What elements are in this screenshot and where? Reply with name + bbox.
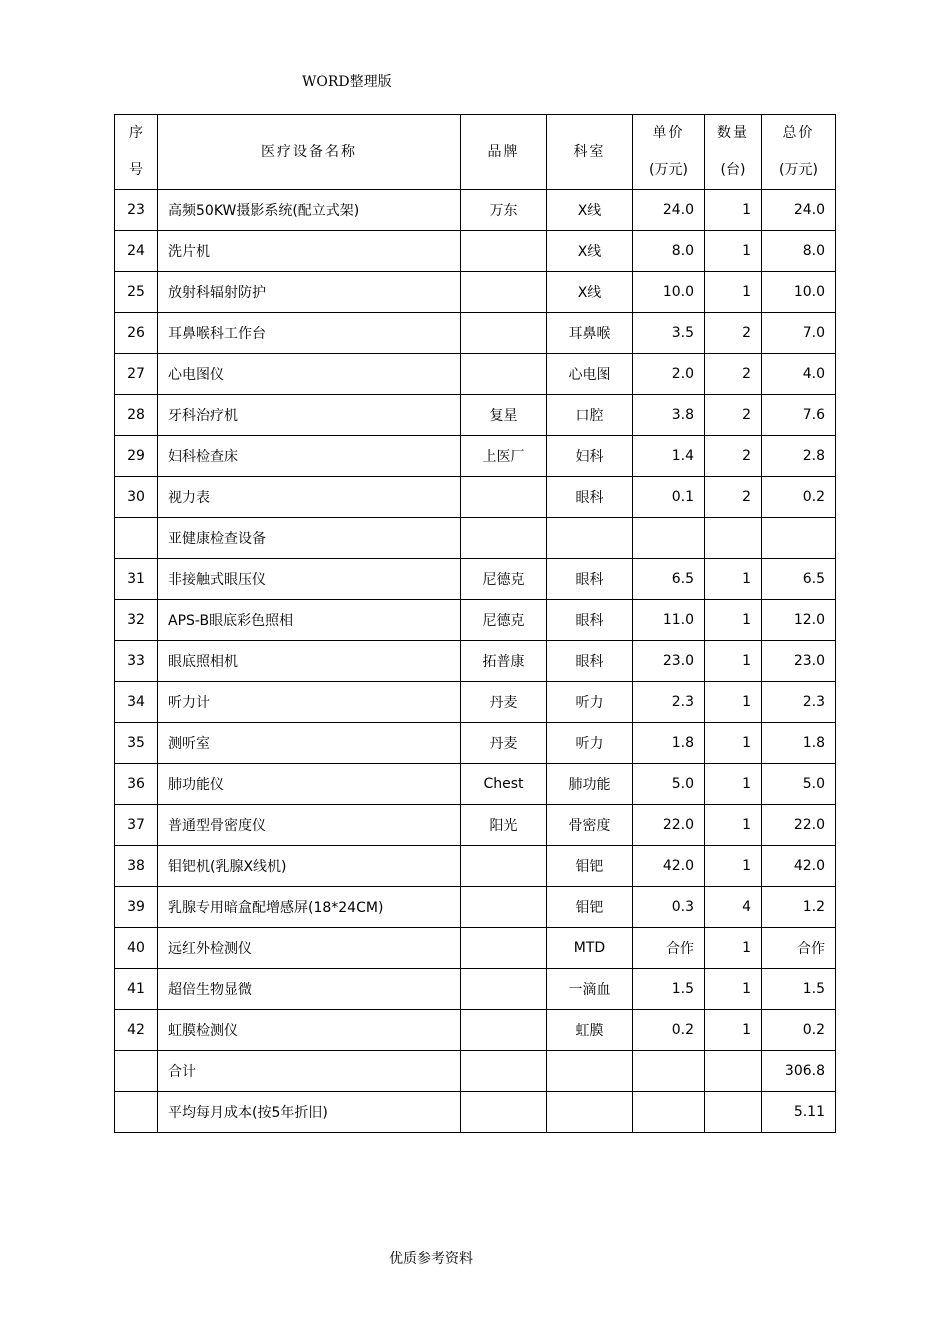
row-number-cell: 37 xyxy=(115,805,158,846)
row-number-cell: 28 xyxy=(115,395,158,436)
row-number-cell: 35 xyxy=(115,723,158,764)
brand-cell: 拓普康 xyxy=(461,641,547,682)
table-row xyxy=(115,600,836,641)
row-number-cell: 39 xyxy=(115,887,158,928)
equipment-name-cell: 妇科检查床 xyxy=(158,436,461,477)
quantity-cell: 2 xyxy=(705,436,762,477)
unit-price-cell: 0.3 xyxy=(633,887,705,928)
quantity-cell: 1 xyxy=(705,1010,762,1051)
equipment-name-cell: 合计 xyxy=(158,1051,461,1092)
unit-price-cell: 合作 xyxy=(633,928,705,969)
total-price-cell: 12.0 xyxy=(762,600,836,641)
brand-cell xyxy=(461,272,547,313)
department-cell xyxy=(547,1092,633,1133)
quantity-cell: 1 xyxy=(705,600,762,641)
row-number-cell xyxy=(115,518,158,559)
department-cell: 听力 xyxy=(547,682,633,723)
department-cell: X线 xyxy=(547,231,633,272)
total-price-cell: 5.11 xyxy=(762,1092,836,1133)
brand-cell: 尼德克 xyxy=(461,559,547,600)
row-number-cell: 41 xyxy=(115,969,158,1010)
row-number-cell xyxy=(115,1092,158,1133)
quantity-cell: 1 xyxy=(705,805,762,846)
row-number-cell: 38 xyxy=(115,846,158,887)
department-cell: 口腔 xyxy=(547,395,633,436)
table-row xyxy=(115,436,836,477)
department-cell: 骨密度 xyxy=(547,805,633,846)
quantity-cell: 2 xyxy=(705,477,762,518)
row-number-cell: 27 xyxy=(115,354,158,395)
quantity-cell: 1 xyxy=(705,764,762,805)
table-row xyxy=(115,190,836,231)
quantity-cell: 1 xyxy=(705,846,762,887)
total-price-cell: 7.6 xyxy=(762,395,836,436)
total-price-cell: 2.3 xyxy=(762,682,836,723)
department-cell: 听力 xyxy=(547,723,633,764)
total-price-cell: 42.0 xyxy=(762,846,836,887)
table-row xyxy=(115,354,836,395)
unit-price-cell: 1.8 xyxy=(633,723,705,764)
unit-price-cell: 6.5 xyxy=(633,559,705,600)
equipment-name-cell: 心电图仪 xyxy=(158,354,461,395)
table-row xyxy=(115,272,836,313)
quantity-cell: 1 xyxy=(705,682,762,723)
brand-cell xyxy=(461,231,547,272)
table-row xyxy=(115,518,836,559)
col-header-brand: 品牌 xyxy=(461,115,547,190)
total-price-cell: 7.0 xyxy=(762,313,836,354)
equipment-name-cell: 听力计 xyxy=(158,682,461,723)
row-number-cell: 30 xyxy=(115,477,158,518)
total-price-cell: 0.2 xyxy=(762,1010,836,1051)
quantity-cell: 2 xyxy=(705,395,762,436)
table-body xyxy=(115,190,836,1133)
total-price-cell xyxy=(762,518,836,559)
total-price-cell: 0.2 xyxy=(762,477,836,518)
department-cell: 眼科 xyxy=(547,641,633,682)
quantity-cell xyxy=(705,1092,762,1133)
brand-cell: 复星 xyxy=(461,395,547,436)
total-price-cell: 1.8 xyxy=(762,723,836,764)
unit-price-cell: 42.0 xyxy=(633,846,705,887)
brand-cell: 丹麦 xyxy=(461,682,547,723)
quantity-cell xyxy=(705,1051,762,1092)
department-cell: 一滴血 xyxy=(547,969,633,1010)
department-cell: 眼科 xyxy=(547,477,633,518)
total-price-cell: 2.8 xyxy=(762,436,836,477)
unit-price-cell: 24.0 xyxy=(633,190,705,231)
quantity-cell: 1 xyxy=(705,190,762,231)
col-header-quantity: 数量 (台) xyxy=(705,115,762,190)
table-row xyxy=(115,395,836,436)
department-cell: MTD xyxy=(547,928,633,969)
total-price-cell: 1.5 xyxy=(762,969,836,1010)
equipment-name-cell: 亚健康检查设备 xyxy=(158,518,461,559)
quantity-cell: 1 xyxy=(705,641,762,682)
brand-cell: 上医厂 xyxy=(461,436,547,477)
equipment-name-cell: 普通型骨密度仪 xyxy=(158,805,461,846)
brand-cell xyxy=(461,1010,547,1051)
quantity-cell: 2 xyxy=(705,313,762,354)
row-number-cell: 29 xyxy=(115,436,158,477)
brand-cell xyxy=(461,354,547,395)
department-cell xyxy=(547,518,633,559)
row-number-cell: 40 xyxy=(115,928,158,969)
total-price-cell: 23.0 xyxy=(762,641,836,682)
table-row xyxy=(115,805,836,846)
total-price-cell: 1.2 xyxy=(762,887,836,928)
unit-price-cell: 1.4 xyxy=(633,436,705,477)
quantity-cell xyxy=(705,518,762,559)
brand-cell xyxy=(461,477,547,518)
quantity-cell: 1 xyxy=(705,272,762,313)
row-number-cell: 23 xyxy=(115,190,158,231)
table-row xyxy=(115,313,836,354)
row-number-cell: 25 xyxy=(115,272,158,313)
department-cell xyxy=(547,1051,633,1092)
table-row xyxy=(115,1051,836,1092)
quantity-cell: 4 xyxy=(705,887,762,928)
equipment-table xyxy=(114,114,836,1133)
total-price-cell: 5.0 xyxy=(762,764,836,805)
brand-cell xyxy=(461,518,547,559)
table-row xyxy=(115,764,836,805)
unit-price-cell: 3.8 xyxy=(633,395,705,436)
equipment-name-cell: 眼底照相机 xyxy=(158,641,461,682)
equipment-name-cell: 乳腺专用暗盒配增感屏(18*24CM) xyxy=(158,887,461,928)
unit-price-cell: 1.5 xyxy=(633,969,705,1010)
brand-cell xyxy=(461,969,547,1010)
equipment-name-cell: APS-B眼底彩色照相 xyxy=(158,600,461,641)
table-row xyxy=(115,477,836,518)
brand-cell: 阳光 xyxy=(461,805,547,846)
unit-price-cell xyxy=(633,1092,705,1133)
table-row xyxy=(115,559,836,600)
unit-price-cell: 8.0 xyxy=(633,231,705,272)
total-price-cell: 4.0 xyxy=(762,354,836,395)
col-header-total: 总价 (万元) xyxy=(762,115,836,190)
quantity-cell: 1 xyxy=(705,723,762,764)
quantity-cell: 1 xyxy=(705,969,762,1010)
unit-price-cell: 2.0 xyxy=(633,354,705,395)
brand-cell: 万东 xyxy=(461,190,547,231)
unit-price-cell: 22.0 xyxy=(633,805,705,846)
row-number-cell: 24 xyxy=(115,231,158,272)
unit-price-cell: 0.1 xyxy=(633,477,705,518)
department-cell: 钼钯 xyxy=(547,887,633,928)
unit-price-cell: 2.3 xyxy=(633,682,705,723)
total-price-cell: 合作 xyxy=(762,928,836,969)
row-number-cell: 31 xyxy=(115,559,158,600)
department-cell: X线 xyxy=(547,190,633,231)
brand-cell: Chest xyxy=(461,764,547,805)
page-header: WORD整理版 xyxy=(302,74,392,90)
department-cell: 钼钯 xyxy=(547,846,633,887)
brand-cell xyxy=(461,928,547,969)
department-cell: 心电图 xyxy=(547,354,633,395)
row-number-cell: 34 xyxy=(115,682,158,723)
unit-price-cell: 5.0 xyxy=(633,764,705,805)
row-number-cell: 32 xyxy=(115,600,158,641)
unit-price-cell: 23.0 xyxy=(633,641,705,682)
equipment-name-cell: 牙科治疗机 xyxy=(158,395,461,436)
equipment-name-cell: 虹膜检测仪 xyxy=(158,1010,461,1051)
table-row xyxy=(115,887,836,928)
unit-price-cell xyxy=(633,1051,705,1092)
brand-cell xyxy=(461,887,547,928)
table-row xyxy=(115,231,836,272)
quantity-cell: 1 xyxy=(705,928,762,969)
equipment-name-cell: 测听室 xyxy=(158,723,461,764)
table-row xyxy=(115,928,836,969)
equipment-name-cell: 耳鼻喉科工作台 xyxy=(158,313,461,354)
table-row xyxy=(115,682,836,723)
quantity-cell: 1 xyxy=(705,559,762,600)
unit-price-cell: 0.2 xyxy=(633,1010,705,1051)
total-price-cell: 24.0 xyxy=(762,190,836,231)
total-price-cell: 8.0 xyxy=(762,231,836,272)
brand-cell: 丹麦 xyxy=(461,723,547,764)
equipment-name-cell: 远红外检测仪 xyxy=(158,928,461,969)
table-header-row xyxy=(115,115,836,190)
row-number-cell: 42 xyxy=(115,1010,158,1051)
total-price-cell: 306.8 xyxy=(762,1051,836,1092)
col-header-unit-price: 单价 (万元) xyxy=(633,115,705,190)
equipment-name-cell: 超倍生物显微 xyxy=(158,969,461,1010)
equipment-name-cell: 视力表 xyxy=(158,477,461,518)
total-price-cell: 6.5 xyxy=(762,559,836,600)
brand-cell xyxy=(461,313,547,354)
table-row xyxy=(115,1010,836,1051)
row-number-cell: 26 xyxy=(115,313,158,354)
total-price-cell: 22.0 xyxy=(762,805,836,846)
quantity-cell: 2 xyxy=(705,354,762,395)
quantity-cell: 1 xyxy=(705,231,762,272)
brand-cell xyxy=(461,1092,547,1133)
equipment-name-cell: 肺功能仪 xyxy=(158,764,461,805)
department-cell: X线 xyxy=(547,272,633,313)
brand-cell: 尼德克 xyxy=(461,600,547,641)
brand-cell xyxy=(461,1051,547,1092)
table-row xyxy=(115,846,836,887)
table-row xyxy=(115,723,836,764)
department-cell: 虹膜 xyxy=(547,1010,633,1051)
col-header-name: 医疗设备名称 xyxy=(158,115,461,190)
equipment-name-cell: 高频50KW摄影系统(配立式架) xyxy=(158,190,461,231)
equipment-name-cell: 非接触式眼压仪 xyxy=(158,559,461,600)
equipment-name-cell: 钼钯机(乳腺X线机) xyxy=(158,846,461,887)
department-cell: 耳鼻喉 xyxy=(547,313,633,354)
brand-cell xyxy=(461,846,547,887)
table-row xyxy=(115,1092,836,1133)
department-cell: 眼科 xyxy=(547,600,633,641)
col-header-dept: 科室 xyxy=(547,115,633,190)
unit-price-cell: 10.0 xyxy=(633,272,705,313)
row-number-cell xyxy=(115,1051,158,1092)
unit-price-cell: 3.5 xyxy=(633,313,705,354)
equipment-name-cell: 放射科辐射防护 xyxy=(158,272,461,313)
unit-price-cell xyxy=(633,518,705,559)
equipment-name-cell: 平均每月成本(按5年折旧) xyxy=(158,1092,461,1133)
department-cell: 肺功能 xyxy=(547,764,633,805)
page-footer: 优质参考资料 xyxy=(389,1251,473,1267)
unit-price-cell: 11.0 xyxy=(633,600,705,641)
department-cell: 妇科 xyxy=(547,436,633,477)
row-number-cell: 33 xyxy=(115,641,158,682)
col-header-no: 序 号 xyxy=(115,115,158,190)
table-row xyxy=(115,969,836,1010)
equipment-name-cell: 洗片机 xyxy=(158,231,461,272)
department-cell: 眼科 xyxy=(547,559,633,600)
table-row xyxy=(115,641,836,682)
row-number-cell: 36 xyxy=(115,764,158,805)
total-price-cell: 10.0 xyxy=(762,272,836,313)
